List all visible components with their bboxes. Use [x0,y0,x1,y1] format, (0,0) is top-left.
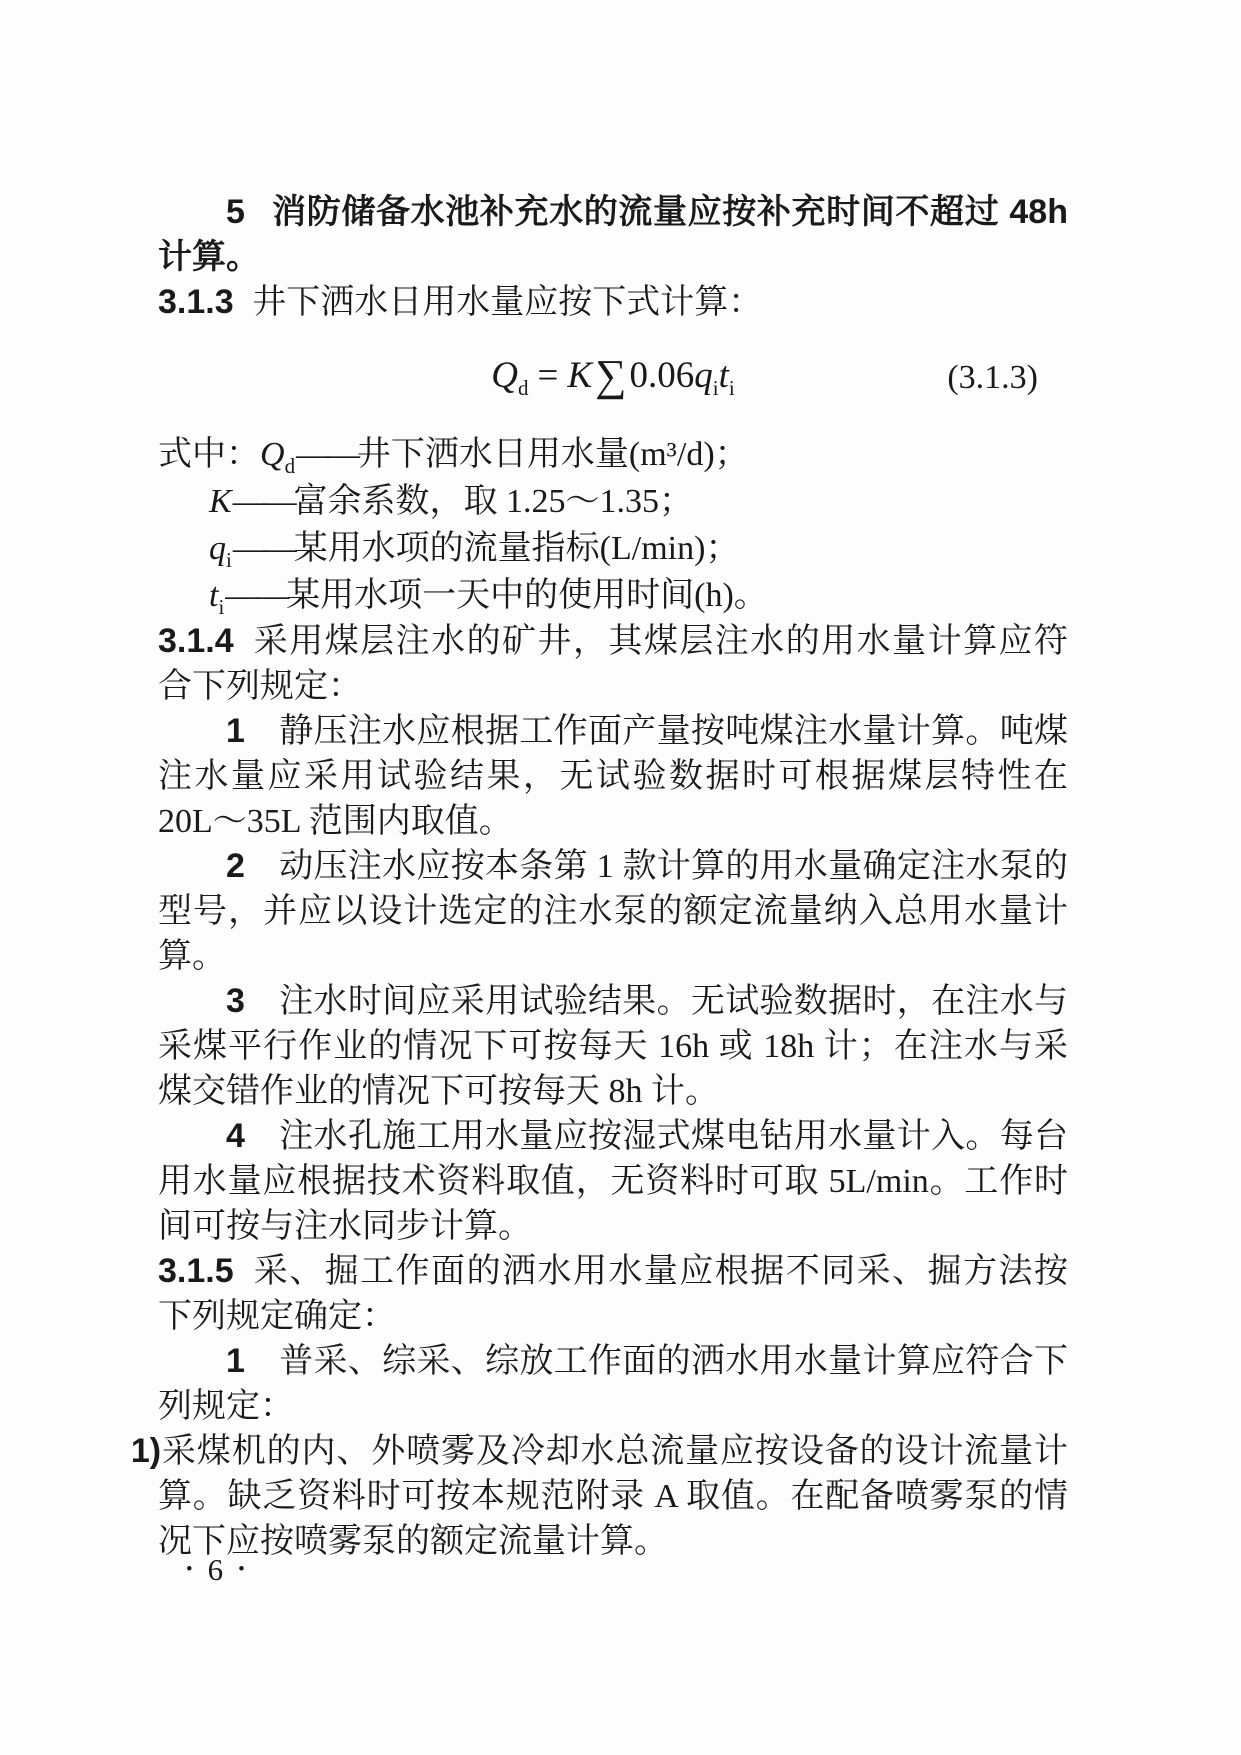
item-text: 消防储备水池补充水的流量应按补充时间不超过 48h 计算。 [158,193,1068,276]
term-subscript: i [226,548,232,572]
sub-list-item-1 [130,1429,1068,1564]
page-content [130,190,1068,1564]
item-text: 动压注水应按本条第 1 款计算的用水量确定注水泵的型号，并应以设计选定的注水泵的额定流量纳入总用水量计算。 [158,848,1068,975]
clause-number: 3.1.5 [158,1252,234,1290]
term-variable: K [209,483,232,520]
item-text: 静压注水应根据工作面产量按吨煤注水量计算。吨煤注水量应采用试验结果，无试验数据时可根据煤层特性在 20L～35L 范围内取值。 [158,713,1068,840]
equation-3-1-3 [491,351,735,400]
equation-row [158,349,1068,403]
term-definition-Qd [158,431,1068,478]
list-item-1 [158,1339,1068,1429]
clause-3-1-5-heading [158,1249,1068,1339]
sub-item-number: 1) [130,1432,162,1470]
term-definition-ti [158,572,1068,619]
list-item-2 [158,844,1068,979]
equation-number: (3.1.3) [947,359,1038,396]
formula-subscript-i: i [712,376,719,400]
clause-item-5-paragraph [158,190,1068,280]
list-item-1 [158,709,1068,844]
term-variable: Q [260,436,285,473]
em-dash: —— [225,577,286,614]
term-text: 富余系数，取 1.25～1.35； [293,483,694,520]
term-text: 某用水项的流量指标(L/min)； [293,530,740,567]
item-number: 3 [226,982,245,1020]
page-number-left-dot: • [186,1559,193,1580]
formula-subscript-i: i [728,376,735,400]
page-number-value: 6 [207,1552,224,1587]
item-number: 1 [226,1342,245,1380]
item-text: 注水时间应采用试验结果。无试验数据时，在注水与采煤平行作业的情况下可按每天 16h 或 18h 计；在注水与采煤交错作业的情况下可按每天 8h 计。 [158,983,1068,1110]
item-number: 4 [226,1117,245,1155]
em-dash: —— [232,483,293,520]
em-dash: —— [232,530,293,567]
clause-number: 3.1.4 [158,622,234,660]
term-text: 某用水项一天中的使用时间(h)。 [286,577,768,614]
item-number: 2 [226,847,245,885]
clause-text: 采、掘工作面的洒水用水量应根据不同采、掘方法按下列规定确定： [158,1253,1068,1335]
term-definition-qi [158,525,1068,572]
formula-var-t: t [718,355,729,396]
item-number: 5 [226,193,245,231]
clause-text: 采用煤层注水的矿井，其煤层注水的用水量计算应符合下列规定： [158,623,1068,705]
equals-sign: = [537,355,559,396]
clause-3-1-4-heading [158,619,1068,709]
formula-coefficient: 0.06 [629,355,695,396]
term-variable: t [209,577,219,614]
item-text: 普采、综采、综放工作面的洒水用水量计算应符合下列规定： [158,1343,1068,1425]
clause-3-1-3-heading [158,280,1068,325]
page-number-right-dot: • [238,1559,245,1580]
item-number: 1 [226,712,245,750]
clause-text: 井下洒水日用水量应按下式计算： [252,284,763,321]
formula-var-q: q [694,355,713,396]
term-subscript: i [218,595,225,619]
formula-subscript-d: d [518,376,529,400]
where-label: 式中： [158,436,260,473]
formula-var-Q: Q [491,355,519,396]
list-item-4 [158,1114,1068,1249]
term-text: 井下洒水日用水量(m³/d)； [356,436,749,473]
term-variable: q [209,530,226,567]
sub-item-text: 采煤机的内、外喷雾及冷却水总流量应按设备的设计流量计算。缺乏资料时可按本规范附录 A 取值。在配备喷雾泵的情况下应按喷雾泵的额定流量计算。 [158,1433,1068,1560]
em-dash: —— [296,436,356,473]
page-number [186,1552,245,1588]
item-text: 注水孔施工用水量应按湿式煤电钻用水量计入。每台用水量应根据技术资料取值，无资料时可取 5L/min。工作时间可按与注水同步计算。 [158,1118,1068,1245]
term-definition-K [158,478,1068,525]
term-subscript: d [284,454,296,478]
where-definitions-block [158,431,1068,619]
summation-sigma-symbol: ∑ [595,351,627,400]
list-item-3 [158,979,1068,1114]
formula-var-K: K [567,355,593,396]
clause-number: 3.1.3 [158,283,234,321]
